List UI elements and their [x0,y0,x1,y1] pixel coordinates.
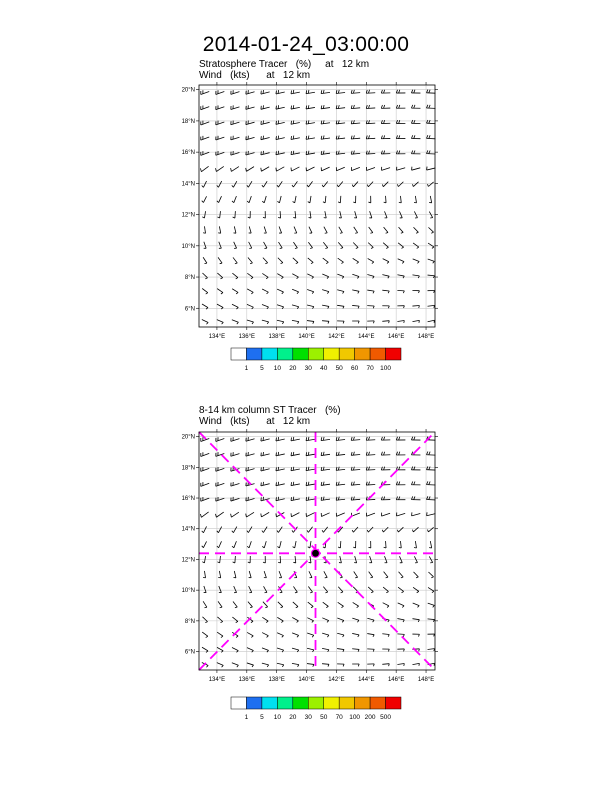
wind-barb [429,541,431,548]
wind-barb [247,663,254,667]
colorbar-label: 70 [335,714,343,721]
wind-barb [202,526,207,532]
wind-barb [231,512,239,517]
wind-barb [381,437,390,440]
colorbar-label: 5 [260,714,264,721]
wind-barb [293,541,296,548]
wind-barb [309,571,312,578]
wind-barb [336,452,345,456]
wind-barb [233,602,237,608]
wind-barb [382,664,389,666]
wind-barb [219,586,222,593]
wind-barb [367,618,374,622]
panel2-wind-label: Wind (kts) at 12 km [199,416,311,427]
wind-barb [397,649,404,651]
wind-barb [427,481,436,485]
lon-tick-label: 146°E [387,677,405,683]
wind-barb [398,603,404,608]
lon-tick-label: 140°E [298,677,315,683]
wind-barb [277,663,284,667]
lat-tick-label: 6°N [184,649,195,656]
colorbar-label: 60 [351,365,359,372]
wind-barb [233,571,235,578]
wind-barb [276,437,285,441]
wind-barb [231,482,240,486]
wind-barb [308,541,311,548]
colorbar-swatch [386,697,401,709]
lon-tick-label: 140°E [298,334,315,340]
wind-barb [428,619,435,622]
wind-barb [322,618,328,623]
colorbar-label: 500 [380,714,391,721]
wind-barb [261,482,270,486]
wind-barb [261,512,269,517]
wind-barb [201,467,209,471]
wind-barb [306,437,315,441]
wind-barb [382,649,389,651]
wind-barb [261,452,270,456]
wind-barb [411,481,420,484]
wind-barb [323,602,329,608]
wind-barb [321,482,330,486]
lat-tick-label: 14°N [181,526,195,533]
wind-barb [427,466,436,470]
wind-barb [427,512,436,515]
wind-barb [306,513,314,517]
wind-barb [351,482,360,486]
colorbar-swatch [262,697,277,709]
wind-barb [324,571,327,577]
wind-barb [246,497,255,501]
wind-barb [218,601,222,607]
lat-tick-label: 20°N [181,434,195,441]
wind-barb [322,633,329,637]
wind-barb [397,664,404,666]
lon-tick-label: 144°E [358,677,375,683]
wind-barb [352,527,358,532]
colorbar-label: 20 [289,365,297,372]
wind-barb [247,632,253,637]
colorbar-label: 50 [320,714,328,721]
wind-barb [308,587,312,593]
wind-barb [352,649,359,652]
wind-barb [351,437,360,441]
wind-barb [217,541,222,547]
wind-barb [308,602,313,608]
wind-barb [306,497,315,501]
wind-barb [351,452,360,456]
wind-barb [366,452,375,455]
wind-barb [382,527,388,532]
colorbar-label: 100 [349,714,361,721]
wind-barb [427,452,436,456]
wind-barb [411,437,420,440]
wind-barb [232,541,236,548]
panel1-wind-label: Wind (kts) at 12 km [199,70,311,81]
wind-barb [367,527,373,532]
wind-barb [412,634,419,636]
wind-barb [336,482,345,486]
wind-barb [293,602,298,608]
wind-barb [384,572,388,578]
wind-barb [321,497,330,501]
colorbar-swatch [293,697,308,709]
wind-barb [264,586,267,592]
wind-barb [276,452,285,456]
wind-barb [279,571,282,578]
wind-barb [353,541,355,548]
lat-tick-label: 12°N [181,557,195,564]
wind-barb [203,571,205,578]
main-title: 2014-01-24_03:00:00 [202,33,410,56]
wind-barb [232,527,237,533]
lon-tick-label: 138°E [268,334,285,340]
colorbar-label: 10 [273,365,281,372]
wind-barb [261,437,270,441]
lat-tick-label: 16°N [181,150,195,157]
lat-tick-label: 6°N [184,306,195,313]
wind-barb [367,664,374,666]
lat-tick-label: 16°N [181,496,195,503]
colorbar-swatch [339,697,354,709]
wind-barb [306,452,315,456]
wind-barb [217,632,223,637]
lon-tick-label: 144°E [358,334,375,340]
wind-barb [276,497,285,501]
lat-tick-label: 12°N [181,212,195,219]
wind-barb [307,527,313,533]
wind-barb [262,617,268,622]
wind-barb [397,619,404,622]
wind-barb [397,527,403,532]
wind-barb [291,497,300,501]
wind-barb [338,602,344,607]
wind-barb [231,437,240,441]
wind-barb [292,663,299,666]
wind-barb [202,617,207,623]
wind-barb [201,482,209,486]
wind-barb [202,632,208,638]
wind-barb [217,617,222,623]
panel2-field-label: 8-14 km column ST Tracer (%) [199,405,341,416]
lon-tick-label: 136°E [238,334,256,340]
wind-barb [336,437,345,441]
colorbar-swatch [324,697,339,709]
wind-barb [307,618,313,623]
lat-tick-label: 10°N [181,243,195,250]
wind-barb [382,634,389,637]
wind-barb [428,649,435,651]
wind-barb [352,664,359,666]
colorbar-label: 50 [335,365,343,372]
wind-barb [352,633,359,637]
wind-barb [204,586,206,593]
colorbar-swatch [355,697,370,709]
lon-tick-label: 138°E [268,677,285,683]
wind-barb [277,633,283,638]
colorbar-label: 70 [366,365,374,372]
wind-barb [291,513,299,517]
colorbar-label: 200 [364,714,376,721]
wind-barb [261,497,270,501]
wind-barb [397,512,406,515]
wind-barb [323,587,327,593]
wind-barb [321,437,330,441]
wind-barb [399,541,401,548]
colorbar-label: 40 [320,365,328,372]
wind-barb [246,452,255,456]
wind-barb [321,513,329,517]
wind-barb [247,541,251,548]
wind-barb [276,482,285,486]
wind-barb [247,527,252,533]
lon-tick-label: 142°E [328,677,345,683]
wind-barb [231,497,240,501]
wind-barb [369,572,373,578]
wind-barb [307,664,314,667]
wind-barb [201,452,209,456]
colorbar-swatch [370,697,385,709]
colorbar-label: 30 [304,714,312,721]
wind-barb [246,437,255,441]
wind-barb [322,664,329,667]
wind-barb [307,633,314,637]
wind-barb [353,602,359,607]
wind-barb [367,649,374,652]
lat-tick-label: 10°N [181,588,195,595]
lon-tick-label: 142°E [328,334,345,340]
wind-barb [352,618,359,622]
wind-barb [234,586,237,593]
colorbar-label: 5 [260,365,264,372]
wind-barb [262,541,266,548]
wind-barb [232,617,237,623]
lat-tick-label: 18°N [181,118,195,125]
wind-barb [354,571,358,577]
wind-barb [414,541,416,548]
wind-barb [218,571,220,578]
wind-barb [249,571,251,578]
wind-barb [200,512,208,517]
wind-barb [262,663,269,667]
wind-barb [412,663,419,665]
wind-barb [322,527,328,532]
colorbar-swatch [308,697,323,709]
wind-barb [277,541,281,548]
storm-center-marker [312,549,320,557]
colorbar-swatch [277,697,292,709]
wind-barb [366,437,375,440]
wind-barb [337,664,344,667]
wind-barb [292,618,298,623]
wind-barb [278,602,283,608]
wind-barb [232,663,239,667]
wind-barb [427,527,433,532]
wind-barb [396,452,405,455]
lat-tick-label: 18°N [181,465,195,472]
wind-barb [264,571,266,578]
wind-barb [399,572,404,578]
lon-tick-label: 134°E [208,334,226,340]
colorbar-swatch [231,697,246,709]
wind-barb [414,572,419,578]
colorbar [231,697,401,721]
wind-barb [292,633,299,637]
wind-barb [291,437,300,441]
wind-barb [397,634,404,637]
colorbar-swatch [246,697,261,709]
wind-barb [381,452,390,455]
wind-barb [428,634,435,636]
lat-tick-label: 14°N [181,181,195,188]
wind-barb [351,497,360,501]
colorbar-label: 1 [244,714,249,721]
lon-tick-label: 146°E [387,334,405,340]
wind-barb [321,452,330,456]
wind-barb [277,527,282,533]
colorbar-label: 100 [380,365,391,372]
wind-barb [382,513,391,516]
lat-tick-label: 8°N [184,275,195,282]
colorbar-label: 30 [304,365,312,372]
wind-barb [428,603,435,607]
lon-tick-label: 136°E [238,677,256,683]
wind-barb [367,634,374,637]
wind-barb [413,603,419,607]
wind-barb [366,482,375,485]
wind-barb [338,587,343,593]
wind-barb [336,513,344,517]
lat-tick-label: 20°N [181,87,195,94]
wind-barb [367,513,375,516]
wind-barb [396,482,405,485]
colorbar-label: 1 [244,365,249,372]
lon-tick-label: 134°E [208,677,226,683]
colorbar-label: 10 [273,714,281,721]
wind-barb [263,602,268,608]
wind-barb [231,452,240,456]
wind-barb [368,541,370,548]
wind-barb [384,541,386,548]
lon-tick-label: 148°E [417,677,435,683]
wind-barb [277,617,283,622]
panel1-field-label: Stratosphere Tracer (%) at 12 km [199,59,370,70]
wind-barb [337,618,344,622]
wind-barb [396,437,405,440]
wind-barb [337,633,344,637]
wind-barb [412,619,419,622]
wind-barb [262,527,267,533]
wind-barb [383,603,389,608]
colorbar-label: 20 [289,714,297,721]
wind-barb [428,572,433,578]
lon-tick-label: 148°E [417,334,435,340]
wind-barb [306,482,315,486]
wind-barb [217,663,223,668]
wind-barb [293,586,297,592]
wind-barb [412,512,421,515]
wind-barb [336,497,345,501]
wind-barb [203,601,207,607]
wind-barb [291,452,300,456]
wind-barb [412,527,418,532]
wind-barb [202,541,207,547]
wind-barb [248,602,253,608]
wind-barb [201,497,209,501]
lat-tick-label: 8°N [184,618,195,625]
wind-barb [291,482,300,486]
wind-barb [262,633,268,638]
wind-barb [249,586,252,593]
wind-barb [338,541,341,548]
wind-barb [217,527,222,533]
